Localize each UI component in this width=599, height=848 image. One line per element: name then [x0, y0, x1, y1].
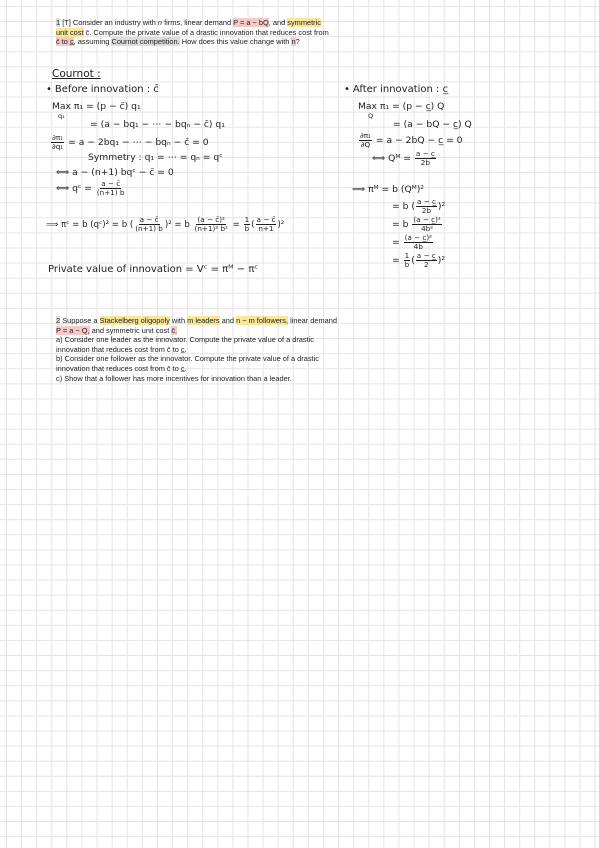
after-foc-line: [358, 132, 463, 149]
problem-2-part-b: innovation that reduces cost from c̄ to c̲.: [56, 363, 187, 373]
qc-fraction: [96, 180, 126, 197]
pim-part: )²: [437, 255, 446, 266]
pic-den3: b: [244, 224, 250, 233]
problem-1-unitcost-highlight: unit cost: [56, 27, 84, 37]
problem-1-n-highlight: n: [291, 37, 296, 47]
problem-2-text: and symmetric unit cost: [91, 325, 170, 335]
pic-fraction-2: [194, 216, 229, 233]
problem-2-stackelberg-highlight: Stackelberg oligopoly: [99, 316, 170, 325]
problem-2-part-b: b) Consider one follower as the innovator. Compute the private value of a drastic: [56, 354, 319, 364]
pic-fraction-3: [244, 216, 251, 233]
pic-den2: (n+1)² b²: [194, 224, 228, 233]
problem-1-text: , assuming: [73, 37, 110, 47]
pim-4den: 4b: [413, 242, 423, 251]
symmetry-line: Symmetry : q₁ = ⋯ = qₙ = qᶜ: [88, 152, 223, 163]
qm-den: 2b: [420, 158, 430, 167]
problem-2-part-a: innovation that reduces cost from c̄ to c̲.: [56, 344, 187, 354]
pim-3num: (a − c̲)²: [413, 215, 441, 224]
private-value-line: Private value of innovation = Vᶜ = πᴹ − πᶜ: [48, 264, 259, 275]
problem-2-text: Suppose a: [62, 316, 98, 325]
afoc-den: ∂Q: [360, 140, 371, 149]
bullet-icon: •: [46, 84, 52, 95]
before-header-text: Before innovation : c̄: [54, 84, 159, 95]
after-expand-line: = (a − bQ − c̲) Q: [393, 119, 472, 130]
problem-1-number: 1: [56, 18, 61, 27]
pim-2num: a − c̲: [416, 197, 436, 206]
pim-line-2: [392, 198, 445, 215]
pic-num1: a − c̄: [139, 215, 159, 224]
pim-5den: b: [404, 260, 410, 269]
pim-part: = b: [392, 219, 409, 230]
pim-5bnum: a − c̲: [416, 251, 436, 260]
problem-1-cost-range: c̄ to c̲: [56, 37, 74, 47]
after-innovation-header: [344, 84, 448, 95]
before-max-line: Max π₁ = (p − c̄) q₁: [52, 101, 141, 112]
qm-fraction: [415, 150, 436, 167]
pic-num2: (a − c̄)²: [197, 215, 225, 224]
pim-3den: 4b²: [421, 224, 434, 233]
pic-part: )² = b: [164, 220, 190, 230]
pic-line: [46, 216, 284, 233]
problem-1-n: n: [157, 18, 163, 27]
afoc-num: ∂π₁: [360, 131, 371, 140]
foc-den: ∂q₁: [52, 142, 64, 151]
pim-part: )²: [437, 201, 446, 212]
problem-1-cournot-highlight: Cournot competition.: [111, 37, 180, 47]
problem-2-number: 2: [56, 316, 61, 325]
problem-2-text: and: [221, 316, 234, 325]
pic-fraction-1: [134, 216, 164, 233]
problem-1-text: firms, linear demand: [164, 18, 232, 27]
qc-den: (n+1) b: [96, 188, 125, 197]
pim-line-3: [392, 216, 443, 233]
pim-5num: 1: [404, 251, 410, 260]
qc-lhs: ⟺ qᶜ =: [56, 183, 92, 194]
problem-2-text: with: [171, 316, 186, 325]
pim-line-5: [392, 252, 445, 269]
pic-num3: 1: [244, 215, 250, 224]
foc-num: ∂π₁: [52, 133, 64, 142]
pim-fraction-2: [416, 198, 437, 215]
problem-2-part-c: c) Show that a follower has more incentives for innovation than a leader.: [56, 373, 292, 383]
problem-1-tag: [T]: [62, 18, 71, 27]
pic-part: )²: [277, 220, 285, 230]
qc-line: [56, 180, 126, 197]
foc-fraction: [51, 134, 64, 151]
foc-rhs: = a − 2bq₁ − ⋯ − bqₙ − c̄ = 0: [68, 137, 209, 148]
after-max-line: Max π₁ = (p − c̲) Q: [358, 101, 445, 112]
bullet-icon: •: [344, 84, 350, 95]
pim-part: =: [392, 255, 400, 266]
problem-1-text: c̄. Compute the private value of a drastic innovation that reduces cost from: [85, 27, 329, 37]
pic-den1: (n+1) b: [135, 224, 163, 233]
problem-1-text: Consider an industry with: [72, 18, 156, 27]
problem-1-text: , and: [268, 18, 286, 27]
problem-1-demand: P = a − bQ: [233, 18, 269, 27]
pim-fraction-5b: [416, 252, 437, 269]
pim-line-1: ⟹ πᴹ = b (Qᴹ)²: [352, 184, 424, 195]
pim-part: =: [392, 237, 400, 248]
problem-1-statement: [56, 18, 401, 47]
cournot-title: Cournot :: [52, 68, 101, 80]
problem-1-text: ?: [295, 37, 300, 47]
pim-fraction-4: [404, 234, 433, 251]
qm-num: a − c̲: [415, 149, 435, 158]
problem-2-followers-highlight: n − m followers,: [236, 316, 289, 325]
afoc-rhs: = a − 2bQ − c̲ = 0: [375, 135, 463, 146]
pic-fraction-4: [256, 216, 277, 233]
problem-2-part-a: a) Consider one leader as the innovator. Compute the private value of a drastic: [56, 335, 315, 345]
before-expand-line: = (a − bq₁ − ⋯ − bqₙ − c̄) q₁: [90, 119, 225, 130]
pic-num4: a − c̄: [256, 215, 276, 224]
pim-4num: (a − c̲)²: [404, 233, 433, 242]
problem-2-statement: [56, 316, 401, 383]
qc-num: a − c̄: [101, 179, 121, 188]
before-foc-line: [50, 134, 209, 151]
before-max-subscript: q₁: [58, 112, 65, 120]
problem-2-demand: P = a − Q,: [56, 325, 90, 335]
problem-2-cost: c̄.: [171, 325, 178, 335]
pic-den4: n+1: [258, 224, 274, 233]
pim-part: (: [411, 255, 415, 266]
problem-1-text: How does this value change with: [181, 37, 290, 47]
pim-2den: 2b: [421, 206, 432, 215]
before-innovation-header: [46, 84, 159, 95]
problem-1-symmetric-highlight: symmetric: [287, 18, 321, 27]
after-header-text: After innovation : c̲: [352, 84, 449, 95]
qm-lhs: ⟺ Qᴹ =: [372, 153, 411, 164]
problem-2-leaders-highlight: m leaders: [187, 316, 220, 325]
pim-fraction-5: [404, 252, 411, 269]
solve-line: ⟺ a − (n+1) bqᶜ − c̄ = 0: [56, 167, 174, 178]
pim-part: = b (: [392, 201, 415, 212]
pic-part: (: [251, 220, 255, 230]
qm-line: [372, 150, 437, 167]
pic-part: =: [232, 220, 240, 230]
afoc-fraction: [359, 132, 372, 149]
pim-fraction-3: [412, 216, 441, 233]
problem-2-text: linear demand: [290, 316, 337, 325]
pic-part: ⟹ πᶜ = b (qᶜ)² = b (: [46, 220, 134, 230]
after-max-subscript: Q: [368, 112, 374, 120]
pim-5bden: 2: [423, 260, 429, 269]
pim-line-4: [392, 234, 434, 251]
